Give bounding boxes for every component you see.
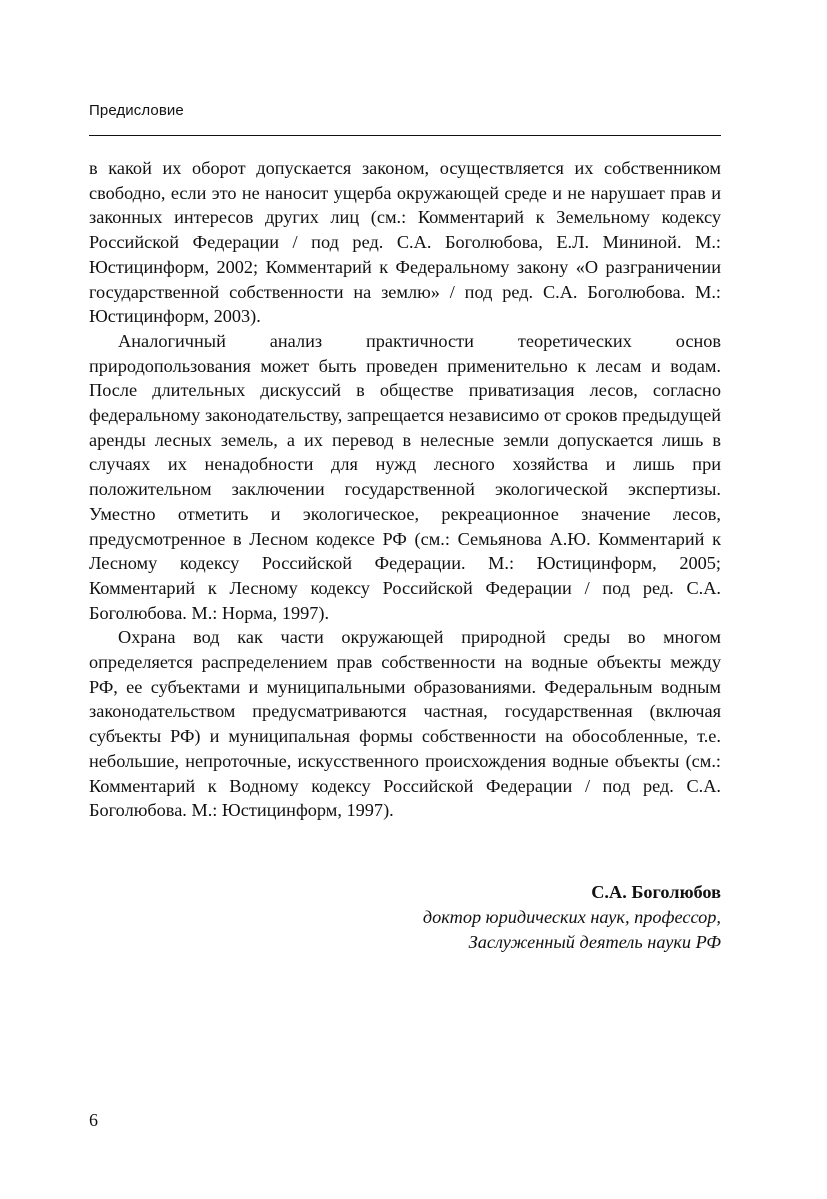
signature-title-line-1: доктор юридических наук, профессор,: [422, 907, 721, 927]
signature-block: [423, 880, 721, 955]
header-divider: [89, 135, 721, 136]
signature-title-line-2: Заслуженный деятель науки РФ: [468, 932, 721, 952]
body-text: [89, 156, 721, 823]
paragraph-2: Аналогичный анализ практичности теоретических основ природопользования может быть проведен применительно к лесам и водам. После длительных дискуссий в обществе приватизация лесов, согласно федеральному законодательству, запрещается независимо от сроков предыдущей аренды лесных земель, а их перевод в нелесные земли допускается лишь в случаях их ненадобности для нужд лесного хозяйства и лишь при положительном заключении государственной экологической экспертизы. Уместно отметить и экологическое, рекреационное значение лесов, предусмотренное в Лесном кодексе РФ (см.: Семьянова А.Ю. Комментарий к Лесному кодексу Российской Федерации. М.: Юстицинформ, 2005; Комментарий к Лесному кодексу Российской Федерации / под ред. С.А. Боголюбова. М.: Норма, 1997).: [89, 330, 721, 623]
signature-name: С.А. Боголюбов: [591, 882, 721, 902]
paragraph-1: в какой их оборот допускается законом, осуществляется их собственником свободно, если это не наносит ущерба окружающей среде и не нарушает прав и законных интересов других лиц (см.: Комментарий к Земельному кодексу Российской Федерации / под ред. С.А. Боголюбова, Е.Л. Мининой. М.: Юстицинформ, 2002; Комментарий к Федеральному закону «О разграничении государственной собственности на землю» / под ред. С.А. Боголюбова. М.: Юстицинформ, 2003).: [89, 158, 721, 327]
running-head-title: Предисловие: [89, 102, 184, 119]
paragraph-3: Охрана вод как части окружающей природной среды во многом определяется распределением прав собственности на водные объекты между РФ, ее субъектами и муниципальными образованиями. Федеральным водным законодательством предусматриваются частная, государственная (включая субъекты РФ) и муниципальная формы собственности на обособленные, т.е. небольшие, непроточные, искусственного происхождения водные объекты (см.: Комментарий к Водному кодексу Российской Федерации / под ред. С.А. Боголюбова. М.: Юстицинформ, 1997).: [89, 627, 721, 821]
page-number: 6: [89, 1110, 98, 1130]
